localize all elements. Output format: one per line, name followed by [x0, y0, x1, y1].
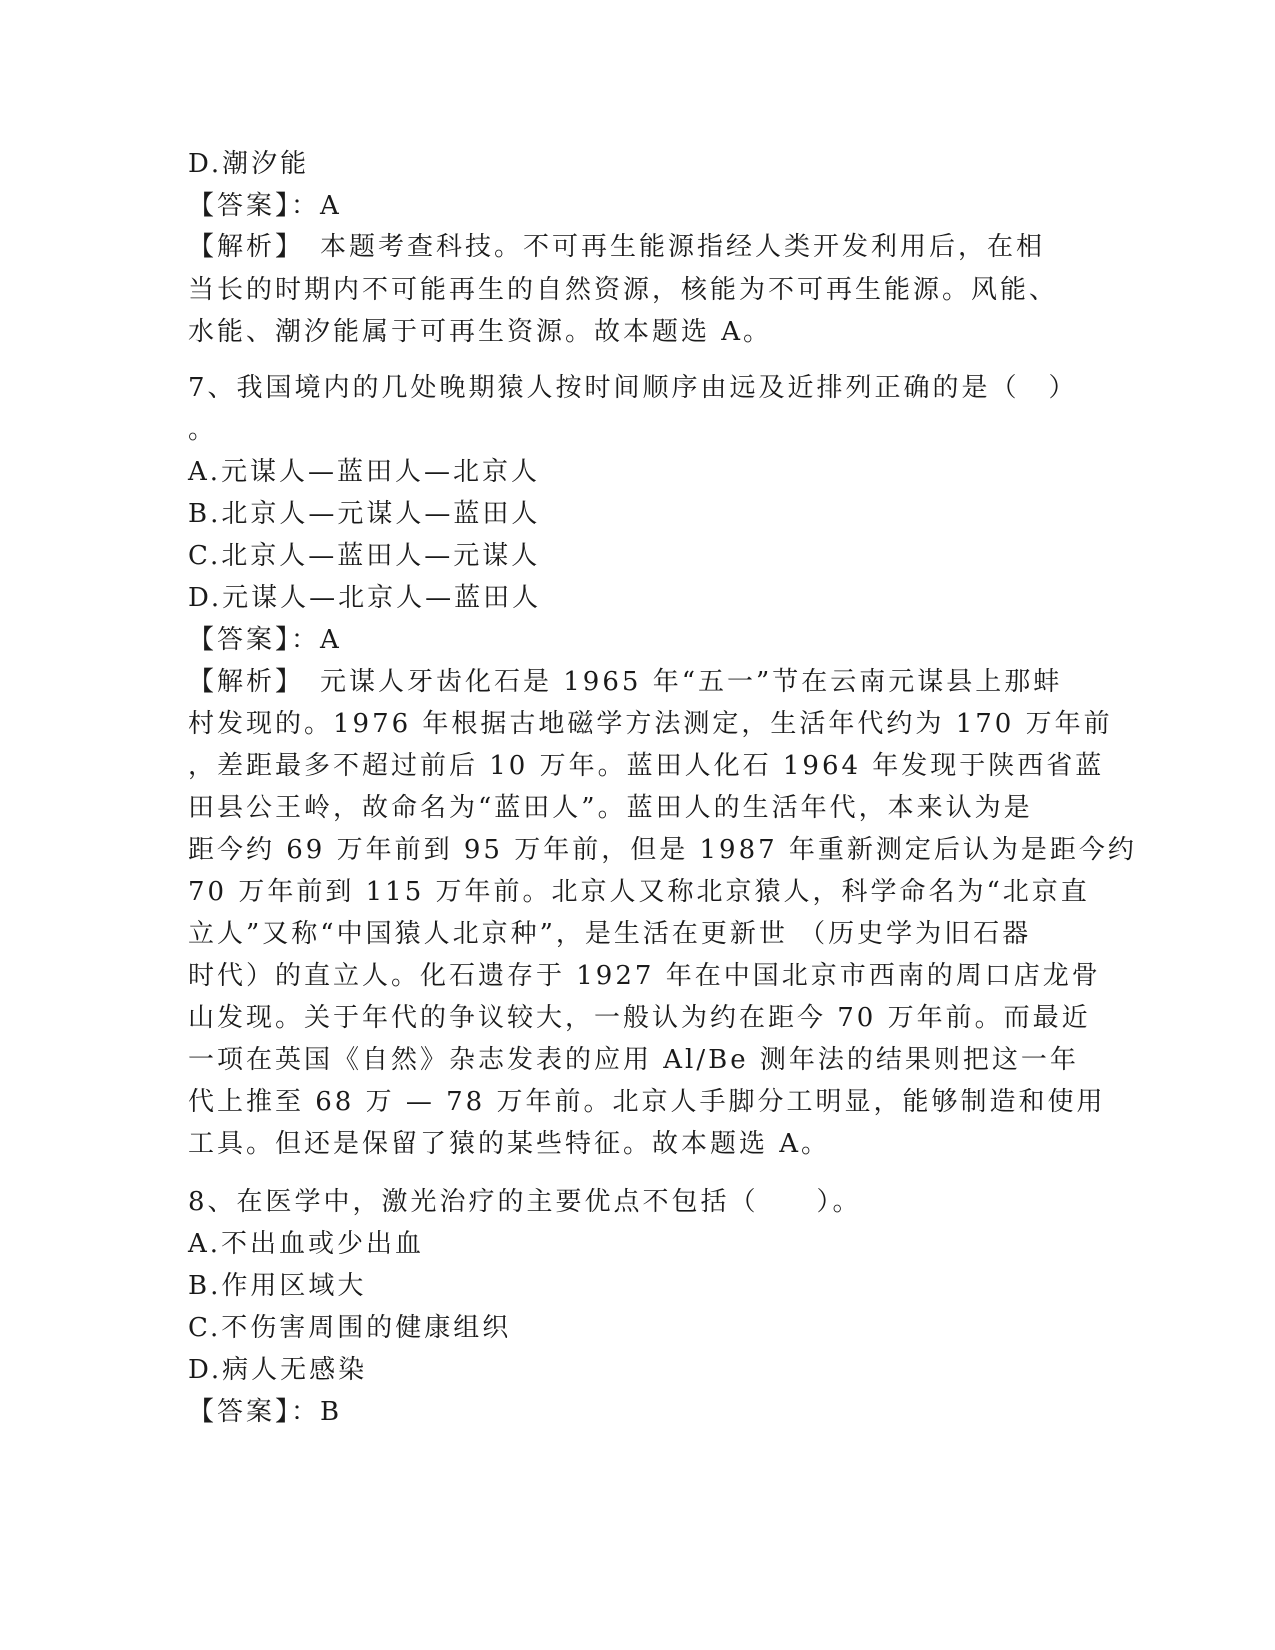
answer-label: 【答案】：B: [188, 1397, 343, 1427]
analysis-line: 山发现。关于年代的争议较大，一般认为约在距今 70 万年前。而最近: [188, 1003, 1091, 1033]
analysis-line: 【解析】 元谋人牙齿化石是 1965 年“五一”节在云南元谋县上那蚌: [188, 667, 1063, 697]
option-d: D.病人无感染: [188, 1355, 368, 1385]
option-d: D.元谋人—北京人—蓝田人: [188, 583, 542, 613]
analysis-line: 距今约 69 万年前到 95 万年前，但是 1987 年重新测定后认为是距今约: [188, 835, 1137, 865]
analysis-line: 时代）的直立人。化石遗存于 1927 年在中国北京市西南的周口店龙骨: [188, 961, 1101, 991]
option-b: B.北京人—元谋人—蓝田人: [188, 499, 541, 529]
answer-label: 【答案】：A: [188, 625, 342, 655]
answer-label: 【答案】：A: [188, 191, 342, 221]
analysis-line: 【解析】 本题考查科技。不可再生能源指经人类开发利用后，在相: [188, 232, 1046, 262]
option-a: A.元谋人—蓝田人—北京人: [188, 457, 541, 487]
analysis-line: 代上推至 68 万 — 78 万年前。北京人手脚分工明显，能够制造和使用: [188, 1087, 1106, 1117]
option-d: D.潮汐能: [188, 149, 310, 179]
analysis-line: ，差距最多不超过前后 10 万年。蓝田人化石 1964 年发现于陕西省蓝: [188, 751, 1105, 781]
question-7-text: 。: [188, 415, 218, 445]
analysis-line: 村发现的。1976 年根据古地磁学方法测定，生活年代约为 170 万年前: [188, 709, 1113, 739]
option-a: A.不出血或少出血: [188, 1229, 425, 1259]
option-c: C.不伤害周围的健康组织: [188, 1313, 512, 1343]
analysis-line: 田县公王岭，故命名为“蓝田人”。蓝田人的生活年代，本来认为是: [188, 793, 1033, 823]
analysis-line: 一项在英国《自然》杂志发表的应用 Al/Be 测年法的结果则把这一年: [188, 1045, 1079, 1075]
analysis-line: 立人”又称“中国猿人北京种”，是生活在更新世 （历史学为旧石器: [188, 919, 1032, 949]
question-8-text: 8、在医学中，激光治疗的主要优点不包括（ ）。: [188, 1187, 862, 1217]
analysis-line: 工具。但还是保留了猿的某些特征。故本题选 A。: [188, 1129, 831, 1159]
question-7-text: 7、我国境内的几处晚期猿人按时间顺序由远及近排列正确的是（ ）: [188, 373, 1078, 403]
analysis-line: 水能、潮汐能属于可再生资源。故本题选 A。: [188, 317, 773, 347]
analysis-line: 当长的时期内不可能再生的自然资源，核能为不可再生能源。风能、: [188, 275, 1059, 305]
option-b: B.作用区域大: [188, 1271, 367, 1301]
analysis-line: 70 万年前到 115 万年前。北京人又称北京猿人，科学命名为“北京直: [188, 877, 1090, 907]
option-c: C.北京人—蓝田人—元谋人: [188, 541, 541, 571]
